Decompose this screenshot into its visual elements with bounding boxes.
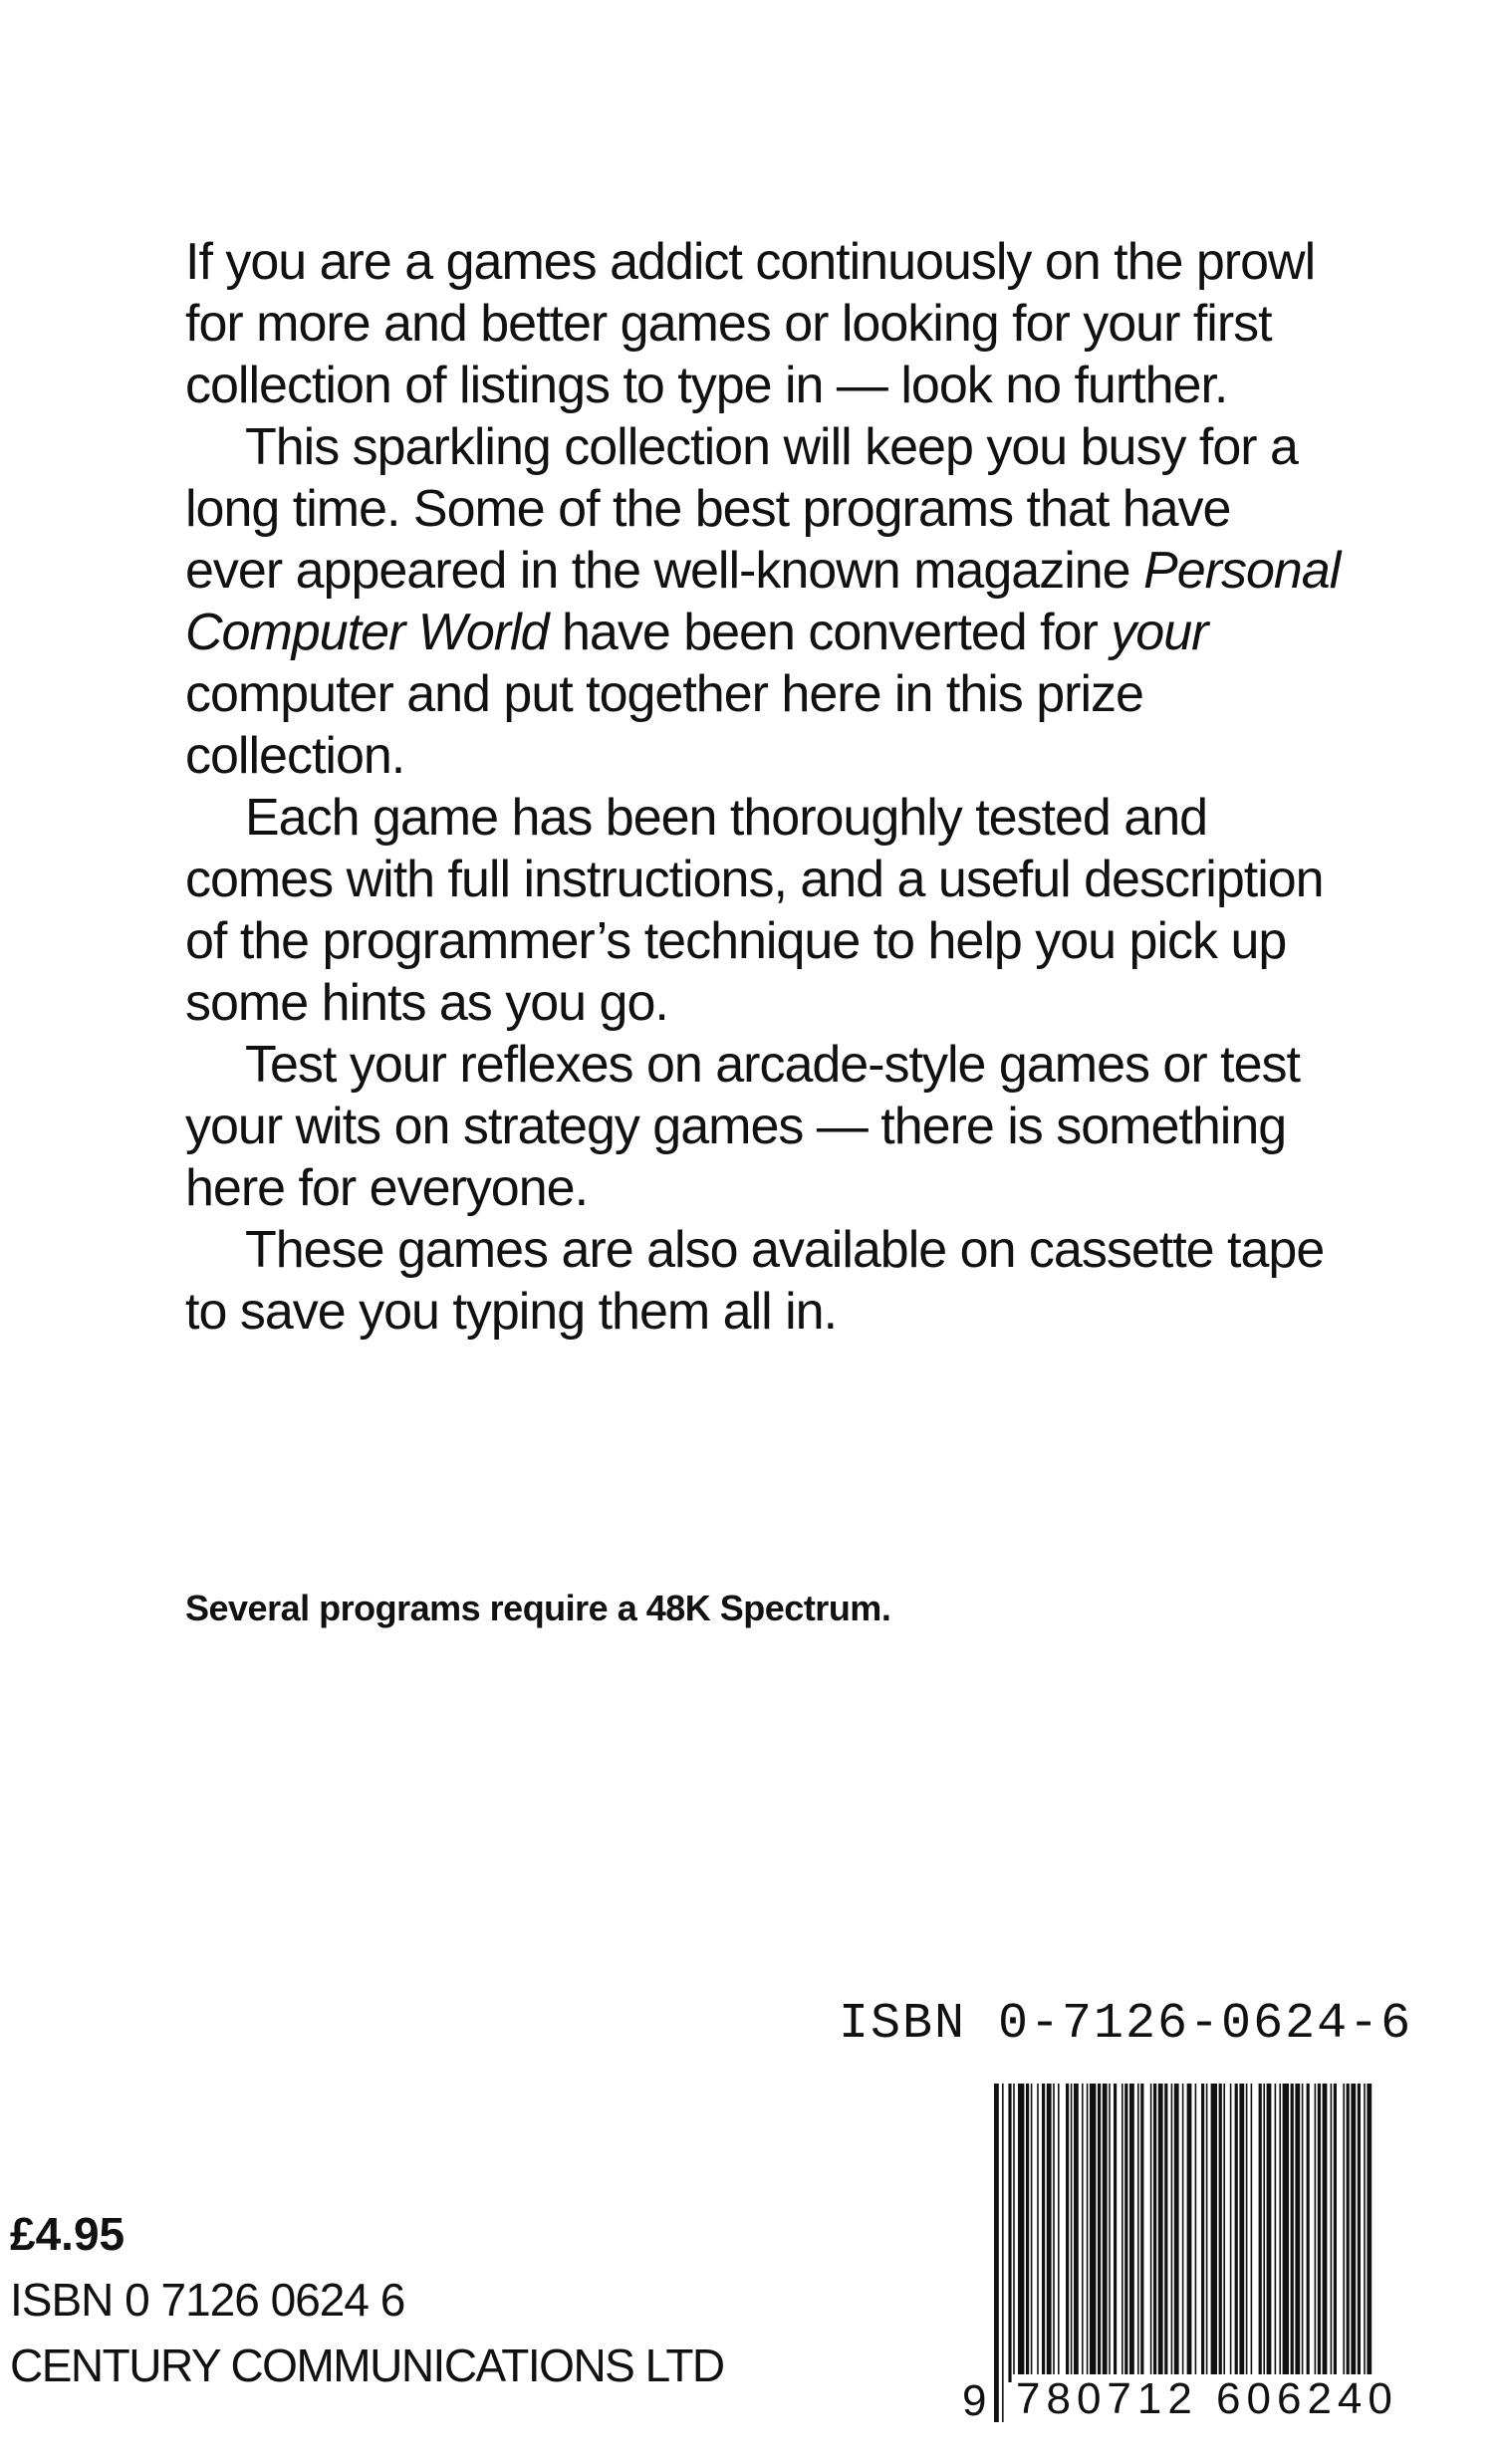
barcode-bar: [1026, 2084, 1029, 2382]
barcode-bar: [1182, 2084, 1184, 2382]
blurb-paragraph-4: Test your reflexes on arcade-style games or test your wits on strategy games — there is something here for everyone.: [185, 1036, 1300, 1217]
barcode-bar: [1122, 2084, 1124, 2382]
barcode-bar: [1098, 2084, 1101, 2382]
barcode-bar: [1315, 2084, 1317, 2382]
barcode-bar: [1114, 2084, 1117, 2382]
barcode-bar: [1283, 2084, 1289, 2382]
barcode-isbn-label: ISBN 0-7126-0624-6: [839, 1996, 1413, 2053]
barcode-bar: [1174, 2084, 1179, 2382]
barcode-bar: [1334, 2084, 1337, 2382]
blurb-paragraph-2: [185, 416, 1341, 787]
barcode-bar: [1259, 2084, 1262, 2382]
barcode-bar: [1053, 2084, 1055, 2382]
barcode-bar: [1351, 2084, 1356, 2382]
barcode-bar: [1171, 2084, 1173, 2422]
barcode-bar: [1140, 2084, 1143, 2382]
barcode-bar: [1082, 2084, 1084, 2382]
blurb-paragraph-1: If you are a games addict continuously on the prowl for more and better games or looking for your first collection of listings to type in — look no further.: [185, 233, 1316, 414]
barcode-bar: [1195, 2084, 1197, 2382]
barcode-bar: [1013, 2084, 1015, 2382]
barcode-bar: [1129, 2084, 1134, 2382]
barcode-bar: [1307, 2084, 1310, 2382]
barcode-bar: [1343, 2084, 1345, 2382]
barcode-bar: [1042, 2084, 1045, 2382]
barcode-bar: [1018, 2084, 1024, 2382]
barcode-digits: 780712 606240: [1012, 2374, 1402, 2424]
barcode-lead-digit: 9: [962, 2376, 987, 2425]
barcode-bar: [1201, 2084, 1204, 2382]
isbn-number: ISBN 0 7126 0624 6: [10, 2274, 405, 2326]
barcode-bar: [1267, 2084, 1272, 2382]
blurb-paragraph-2-text-b: have been converted for: [548, 604, 1112, 661]
barcode-bar: [1367, 2084, 1372, 2422]
barcode-bar: [1251, 2084, 1253, 2382]
barcode-bar: [1002, 2084, 1004, 2422]
barcode-bar: [1331, 2084, 1333, 2382]
barcode-bar: [1137, 2084, 1139, 2382]
barcode-bar: [994, 2084, 999, 2422]
barcode-bar: [1187, 2084, 1192, 2382]
barcode-bar: [1235, 2084, 1238, 2382]
barcode-bar: [1164, 2084, 1167, 2422]
cover-blurb: [185, 231, 1341, 1343]
barcode-bar: [1090, 2084, 1096, 2382]
barcode-bar: [1066, 2084, 1069, 2382]
barcode-bar: [1358, 2084, 1361, 2382]
publisher-name: CENTURY COMMUNICATIONS LTD: [10, 2340, 724, 2391]
publisher-block: [10, 2201, 724, 2398]
barcode-bar: [1158, 2084, 1163, 2382]
barcode-image: [992, 2084, 1376, 2422]
barcode-bar: [1239, 2084, 1244, 2382]
barcode-bar: [1031, 2084, 1033, 2382]
barcode-bar: [1103, 2084, 1108, 2382]
barcode-bar: [1008, 2084, 1011, 2382]
system-requirement-note: Several programs require a 48K Spectrum.: [185, 1588, 891, 1628]
blurb-paragraph-3: Each game has been thoroughly tested and comes with full instructions, and a useful description of the programmer’s technique to help you pick up some hints as you go.: [185, 789, 1324, 1032]
barcode-bar: [1223, 2084, 1225, 2382]
barcode-bar: [1279, 2084, 1281, 2382]
barcode-bar: [1347, 2084, 1350, 2382]
barcode-bar: [1295, 2084, 1300, 2382]
blurb-paragraph-2-text-a: This sparkling collection will keep you busy for a long time. Some of the best programs that have ever appeared in the well-known magazine: [185, 418, 1298, 600]
barcode-bar: [1275, 2084, 1277, 2382]
barcode-bar: [1230, 2084, 1232, 2382]
barcode-bar: [1153, 2084, 1156, 2382]
barcode-bar: [1071, 2084, 1073, 2382]
barcode-bar: [1124, 2084, 1127, 2382]
barcode-bar: [1323, 2084, 1328, 2382]
barcode-bar: [1206, 2084, 1208, 2382]
price: £4.95: [10, 2208, 125, 2260]
magazine-title: Personal Computer World: [185, 542, 1341, 661]
barcode-bar: [1087, 2084, 1089, 2382]
barcode-bar: [1150, 2084, 1152, 2382]
barcode-bar: [1263, 2084, 1265, 2382]
barcode-bar: [1302, 2084, 1304, 2382]
blurb-paragraph-5: These games are also available on cassette tape to save you typing them all in.: [185, 1221, 1325, 1341]
barcode-bar: [1109, 2084, 1111, 2382]
barcode-bar: [1058, 2084, 1060, 2382]
barcode-bar: [1291, 2084, 1294, 2382]
emphasis-your: your: [1111, 604, 1208, 661]
barcode-bar: [1219, 2084, 1222, 2382]
barcode-bar: [1037, 2084, 1039, 2382]
barcode-bar: [1211, 2084, 1217, 2382]
barcode-bar: [1074, 2084, 1079, 2382]
barcode-bar: [1246, 2084, 1248, 2382]
barcode-bar: [1047, 2084, 1052, 2382]
barcode-bar: [1364, 2084, 1366, 2382]
blurb-paragraph-2-text-c: computer and put together here in this prize collection.: [185, 665, 1143, 785]
barcode-bar: [1318, 2084, 1321, 2382]
